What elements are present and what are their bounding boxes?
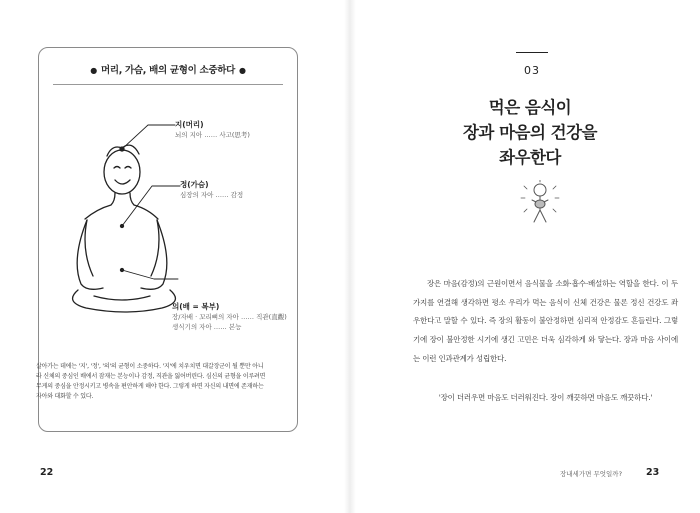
label-head-heading: 지(머리) [175, 120, 204, 129]
chapter-title-line-3: 좌우한다 [499, 148, 561, 167]
meditating-figure-illustration [50, 110, 210, 320]
label-chest [180, 180, 243, 200]
label-head [175, 120, 250, 140]
box-divider [53, 84, 283, 85]
chapter-title-line-1: 먹은 음식이 [488, 98, 572, 117]
chapter-number: 03 [524, 64, 540, 77]
label-belly-line-2: 생식기의 자아 …… 본능 [172, 323, 242, 331]
label-chest-sub: 심장의 자아 …… 감정 [180, 191, 244, 199]
chapter-rule [516, 52, 548, 53]
pull-quote: '장이 더러우면 마음도 더러워진다. 장이 깨끗하면 마음도 깨끗하다.' [438, 393, 653, 402]
page-number-right: 23 [646, 467, 660, 478]
box-title [39, 62, 297, 76]
label-chest-heading: 정(가슴) [180, 180, 209, 189]
label-belly [172, 302, 287, 332]
figure-icon [518, 180, 562, 226]
body-paragraph: 장은 마음(감정)의 근원이면서 음식물을 소화·흡수·배설하는 역할을 한다. 이 두 가지를 연결해 생각하면 평소 우리가 먹는 음식이 신체 건강은 물론 정신 건강도 좌우한다고 말할 수 있다. 즉 장의 활동이 불안정하면 심리적 안정감도 흔들린다. 그렇기에 장이 불안정한 시기에 생긴 고민은 더욱 심각하게 와 닿는다. 장과 마음 사이에는 이런 인과관계가 성립한다. [413, 279, 678, 363]
page-number-left: 22 [40, 467, 54, 478]
chapter-title [430, 95, 630, 170]
box-title-text: 머리, 가슴, 배의 균형이 소중하다 [100, 65, 236, 76]
bullet-icon: ● [90, 66, 97, 75]
bullet-icon: ● [239, 66, 246, 75]
label-belly-heading: 의(배 = 복부) [172, 302, 220, 311]
running-title: 장내세가면 무엇일까? [560, 470, 623, 478]
book-gutter [344, 0, 356, 513]
box-caption: 살아가는 데에는 '지', '정', '의'의 균형이 소중하다. '지'에 치우치면 대갈장군이 될 뿐만 아니라 신체의 중심인 배에서 잠재는 본능이나 감정, 직관을 잃어버린다. 심신의 균형을 이루려면 무게의 중심을 안정시키고 병속을 편안하게 해야 한다. 그렇게 하면 자신의 내면에 존재하는 자아와 대화할 수 있다. [36, 363, 266, 400]
label-belly-line-1: 장/자배 · 꼬리뼈의 자아 …… 직관(直觀) [172, 313, 287, 321]
label-head-sub: 뇌의 지아 …… 사고(思考) [175, 131, 250, 139]
chapter-title-line-2: 장과 마음의 건강을 [462, 123, 597, 142]
